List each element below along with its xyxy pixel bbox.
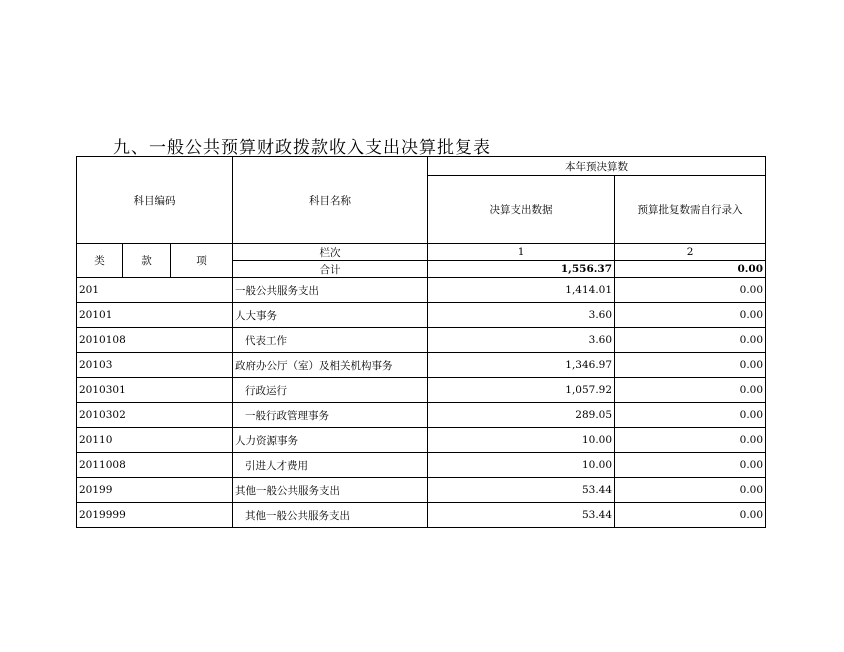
row-final: 53.44 [428,478,615,503]
column-index-1: 1 [428,244,615,261]
row-name: 其他一般公共服务支出 [233,503,428,528]
subject-name-header: 科目名称 [233,157,428,244]
row-final: 3.60 [428,328,615,353]
row-approved: 0.00 [615,353,766,378]
row-code: 2011008 [77,453,233,478]
row-final: 53.44 [428,503,615,528]
row-approved: 0.00 [615,328,766,353]
final-data-header: 决算支出数据 [428,176,615,244]
row-name: 政府办公厅（室）及相关机构事务 [233,353,428,378]
table-row [77,278,766,303]
row-code: 201 [77,278,233,303]
total-label: 合计 [233,261,428,278]
row-final: 10.00 [428,428,615,453]
row-name: 人力资源事务 [233,428,428,453]
table-row [77,478,766,503]
row-code: 20199 [77,478,233,503]
row-name: 代表工作 [233,328,428,353]
table-row [77,353,766,378]
lei-header: 类 [77,244,123,278]
approved-header: 预算批复数需自行录入 [615,176,766,244]
column-index-2: 2 [615,244,766,261]
table-row [77,428,766,453]
table-row [77,303,766,328]
table-row [77,503,766,528]
row-final: 1,057.92 [428,378,615,403]
row-approved: 0.00 [615,278,766,303]
row-code: 2010108 [77,328,233,353]
table-row [77,328,766,353]
row-name: 一般公共服务支出 [233,278,428,303]
row-code: 2019999 [77,503,233,528]
table-row [77,378,766,403]
row-approved: 0.00 [615,453,766,478]
row-approved: 0.00 [615,403,766,428]
row-final: 1,414.01 [428,278,615,303]
row-approved: 0.00 [615,303,766,328]
page-title: 九、一般公共预算财政拨款收入支出决算批复表 [113,138,491,158]
kuan-header: 款 [123,244,171,278]
column-index-label: 栏次 [233,244,428,261]
budget-approval-table [76,156,766,528]
row-approved: 0.00 [615,378,766,403]
row-final: 3.60 [428,303,615,328]
row-name: 其他一般公共服务支出 [233,478,428,503]
row-code: 20101 [77,303,233,328]
table-row [77,453,766,478]
total-final: 1,556.37 [428,261,615,278]
row-code: 20110 [77,428,233,453]
row-code: 2010301 [77,378,233,403]
row-final: 1,346.97 [428,353,615,378]
row-name: 一般行政管理事务 [233,403,428,428]
row-approved: 0.00 [615,478,766,503]
xiang-header: 项 [171,244,233,278]
row-approved: 0.00 [615,503,766,528]
row-final: 10.00 [428,453,615,478]
row-code: 2010302 [77,403,233,428]
row-final: 289.05 [428,403,615,428]
row-approved: 0.00 [615,428,766,453]
row-name: 引进人才费用 [233,453,428,478]
year-final-header: 本年预决算数 [428,157,766,176]
row-code: 20103 [77,353,233,378]
table-row [77,403,766,428]
subject-code-header: 科目编码 [77,157,233,244]
total-approved: 0.00 [615,261,766,278]
row-name: 人大事务 [233,303,428,328]
row-name: 行政运行 [233,378,428,403]
